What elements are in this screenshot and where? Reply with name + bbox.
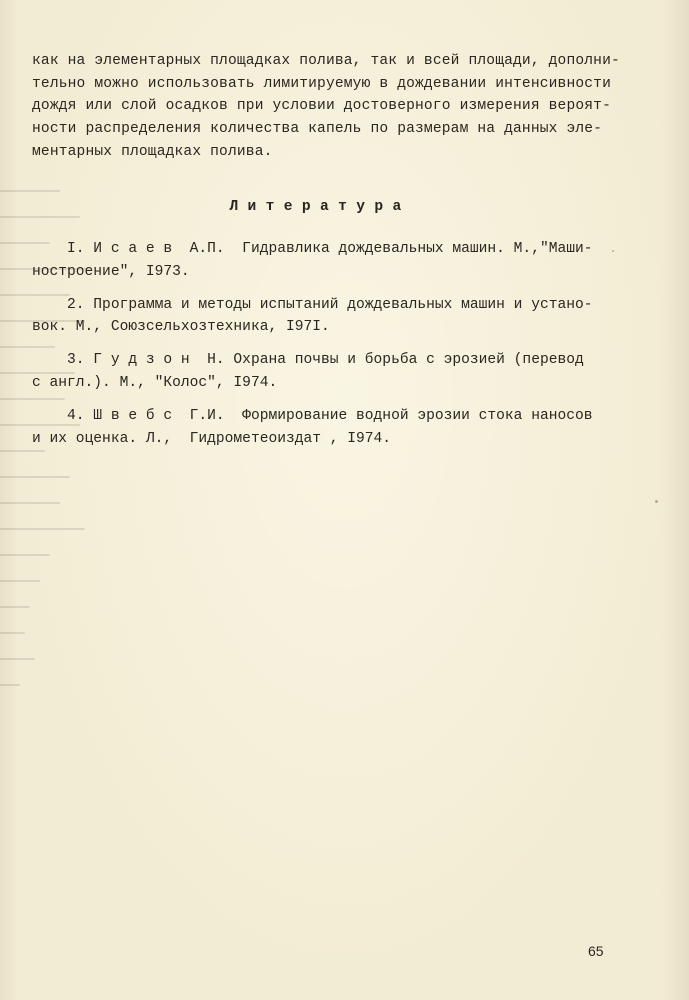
references-heading <box>0 199 689 215</box>
reference-item <box>32 405 632 451</box>
reference-line: 2. Программа и методы испытаний дождевальных машин и устано- <box>32 296 593 313</box>
references-heading-text: Л и т е р а т у р а <box>229 199 402 215</box>
reference-line: ностроение", I973. <box>32 263 190 280</box>
reference-line: 4. Ш в е б с Г.И. Формирование водной эрозии стока наносов <box>32 407 593 424</box>
reference-line: и их оценка. Л., Гидрометеоиздат , I974. <box>32 430 392 447</box>
body-paragraph <box>32 50 632 164</box>
references-list <box>32 238 632 460</box>
paper-speck <box>655 500 658 503</box>
page-number: 65 <box>588 943 604 959</box>
reference-item <box>32 238 632 284</box>
reference-line: I. И с а е в А.П. Гидравлика дождевальных машин. М.,"Маши- <box>32 241 593 257</box>
body-line: тельно можно использовать лимитируемую в дождевании интенсивности <box>32 75 611 92</box>
body-line: ности распределения количества капель по размерам на данных эле- <box>32 121 603 138</box>
reference-line: вок. М., Союзсельхозтехника, I97I. <box>32 319 330 336</box>
reference-item <box>32 349 632 395</box>
body-line: как на элементарных площадках полива, так и всей площади, дополни- <box>32 53 620 69</box>
reference-item <box>32 294 632 340</box>
body-line: дождя или слой осадков при условии достоверного измерения вероят- <box>32 98 611 115</box>
reference-line: 3. Г у д з о н Н. Охрана почвы и борьба с эрозией (перевод <box>32 352 584 369</box>
reference-line: с англ.). М., "Колос", I974. <box>32 374 278 391</box>
body-line: ментарных площадках полива. <box>32 143 273 160</box>
